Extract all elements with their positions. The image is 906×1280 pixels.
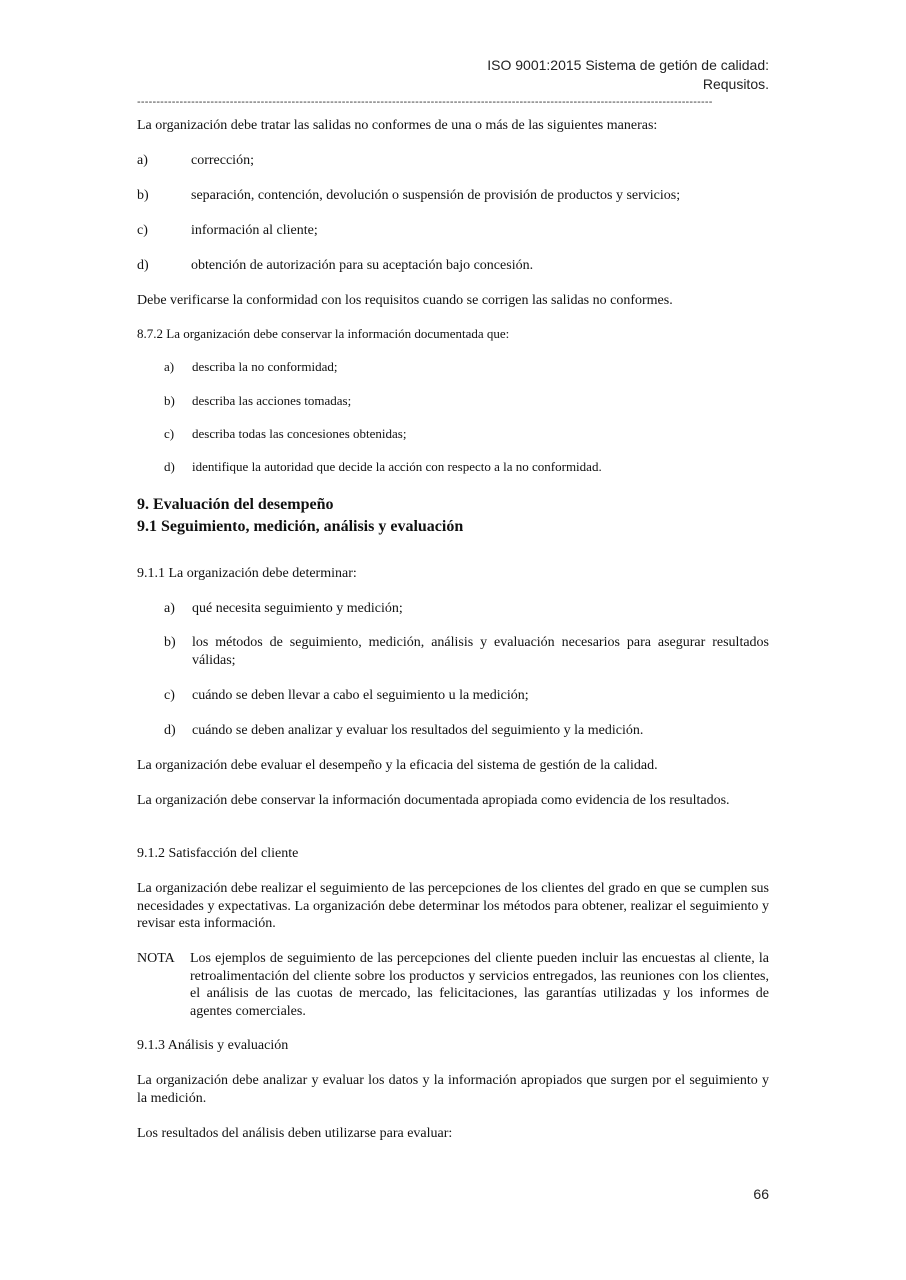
list-text: información al cliente; (191, 223, 318, 238)
results-paragraph: Los resultados del análisis deben utilizarse para evaluar: (137, 1126, 453, 1141)
running-header (137, 56, 769, 94)
documented-evidence-paragraph: La organización debe conservar la información documentada apropiada como evidencia de los resultados. (137, 793, 730, 808)
list-text: cuándo se deben analizar y evaluar los resultados del seguimiento y la medición. (192, 723, 644, 738)
header-title-line2: Requsitos. (702, 76, 769, 92)
list-marker: d) (164, 723, 176, 738)
list-marker: c) (137, 223, 148, 238)
list-marker: d) (164, 459, 175, 474)
customer-satisfaction-paragraph: La organización debe realizar el seguimiento de las percepciones de los clientes del grado en que se cumplen sus necesidades y expectativas. La organización debe determinar los métodos para obtener, realizar el seguimiento y revisar esta información. (137, 881, 769, 931)
list-text: describa la no conformidad; (192, 359, 338, 374)
section-heading: 9. Evaluación del desempeño (137, 496, 334, 513)
list-text: los métodos de seguimiento, medición, análisis y evaluación necesarios para asegurar resultados válidas; (192, 635, 769, 668)
evaluate-performance-paragraph: La organización debe evaluar el desempeño y la eficacia del sistema de gestión de la calidad. (137, 758, 658, 773)
list-text: describa las acciones tomadas; (192, 393, 352, 408)
list-marker: c) (164, 688, 175, 703)
list-marker: a) (137, 153, 148, 168)
note-text: Los ejemplos de seguimiento de las percepciones del cliente pueden incluir las encuestas al cliente, la retroalimentación del cliente sobre los productos y servicios entregados, las reuniones con los clientes, el análisis de las cuotas de mercado, las felicitaciones, las garantías utilizadas y los informes de agentes comerciales. (190, 951, 769, 1019)
subsection-heading: 9.1 Seguimiento, medición, análisis y evaluación (137, 518, 464, 535)
document-page (137, 0, 769, 1280)
list-marker: b) (164, 635, 176, 650)
page-number: 66 (753, 1186, 769, 1202)
list-text: qué necesita seguimiento y medición; (192, 601, 403, 616)
list-marker: a) (164, 601, 175, 616)
clause-9-1-3: 9.1.3 Análisis y evaluación (137, 1038, 289, 1053)
clause-9-1-1: 9.1.1 La organización debe determinar: (137, 566, 357, 581)
list-marker: d) (137, 258, 149, 273)
clause-9-1-2: 9.1.2 Satisfacción del cliente (137, 846, 299, 861)
list-marker: a) (164, 359, 175, 374)
list-text: obtención de autorización para su aceptación bajo concesión. (191, 258, 534, 273)
list-marker: b) (164, 393, 175, 408)
list-marker: b) (137, 188, 149, 203)
list-text: identifique la autoridad que decide la acción con respecto a la no conformidad. (192, 459, 602, 474)
nonconforming-intro: La organización debe tratar las salidas no conformes de una o más de las siguientes maneras: (137, 118, 658, 133)
list-text: cuándo se deben llevar a cabo el seguimiento u la medición; (192, 688, 529, 703)
list-text: corrección; (191, 153, 254, 168)
header-title-line1: ISO 9001:2015 Sistema de getión de calidad: (487, 57, 769, 73)
analysis-paragraph: La organización debe analizar y evaluar los datos y la información apropiados que surgen por el seguimiento y la medición. (137, 1073, 769, 1106)
list-marker: c) (164, 426, 175, 441)
note-label: NOTA (137, 951, 175, 966)
list-text: describa todas las concesiones obtenidas; (192, 426, 407, 441)
header-rule: ----------------------------------------------------------------------------------------------------------------------------------------------------- (137, 97, 713, 107)
list-text: separación, contención, devolución o suspensión de provisión de productos y servicios; (191, 188, 681, 203)
verify-paragraph: Debe verificarse la conformidad con los requisitos cuando se corrigen las salidas no conformes. (137, 293, 673, 308)
clause-8-7-2: 8.7.2 La organización debe conservar la información documentada que: (137, 326, 510, 341)
